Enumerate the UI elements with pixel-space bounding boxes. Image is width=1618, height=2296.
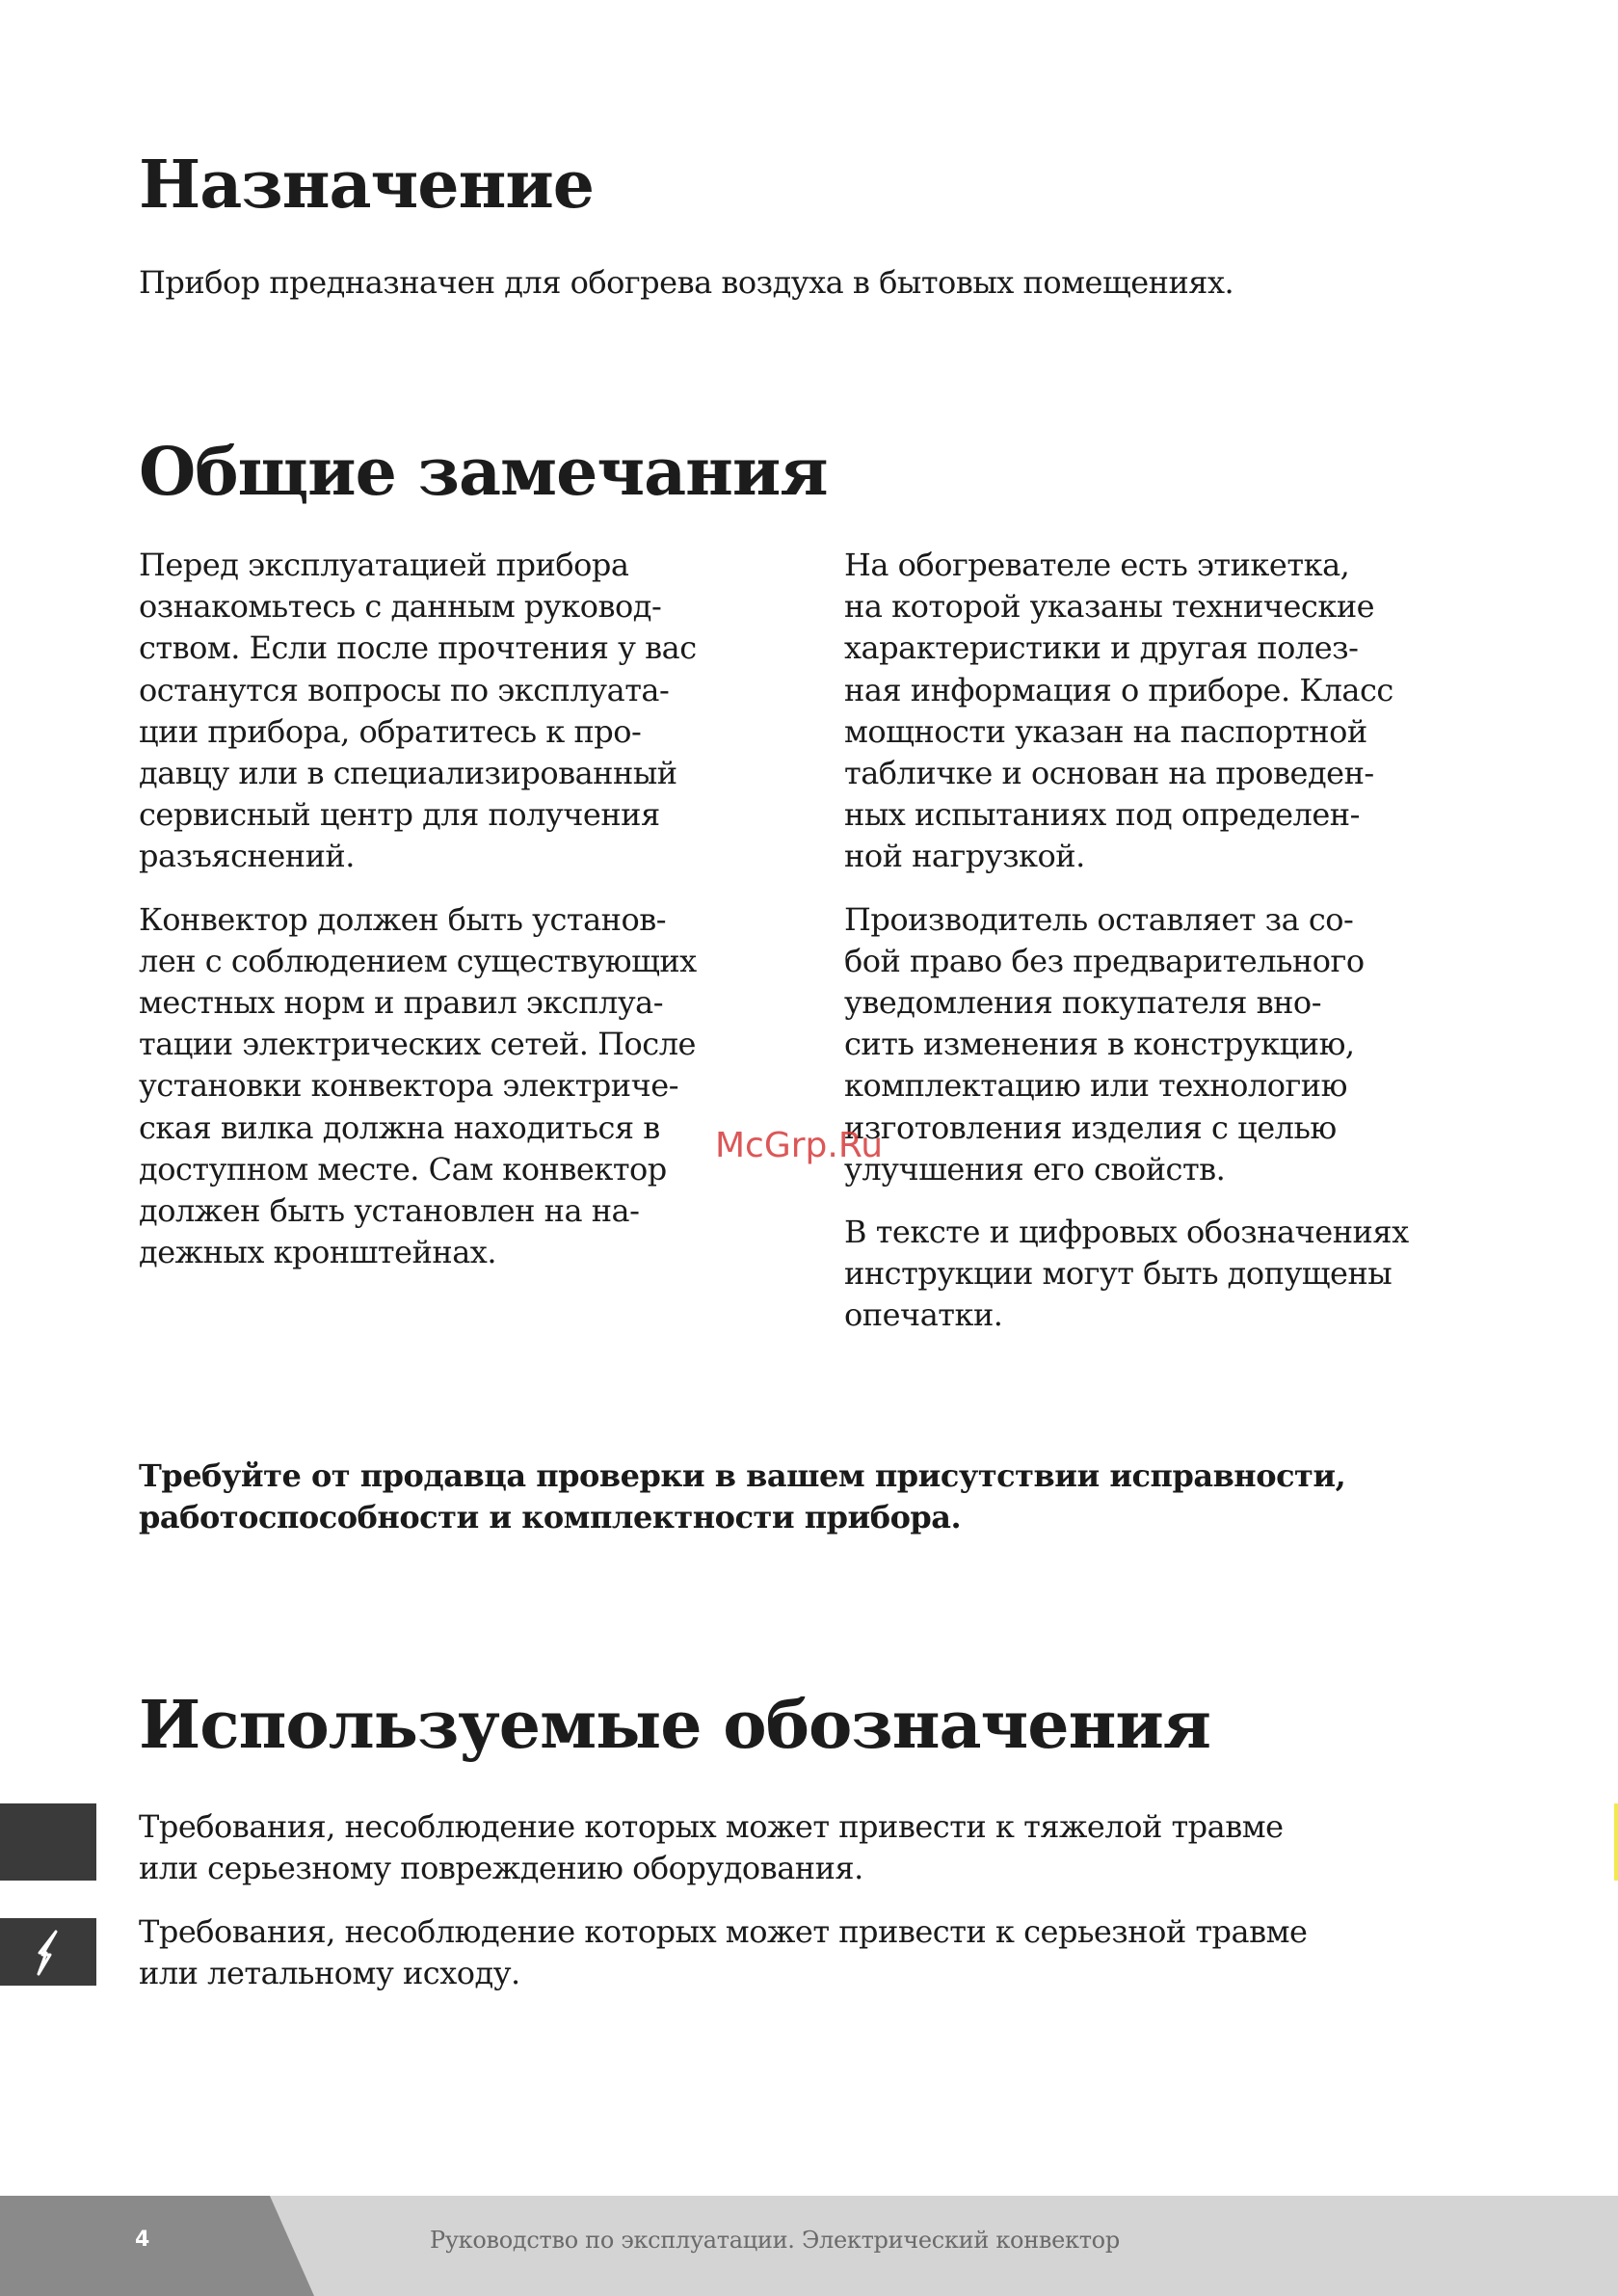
lightning-glyph bbox=[0, 1918, 96, 1986]
left-paragraph-1 bbox=[139, 545, 794, 878]
text-line: работоспособности и комплектности прибора. bbox=[139, 1499, 962, 1535]
text-line: сить изменения в конструкцию, bbox=[844, 1026, 1355, 1063]
text-line: на которой указаны технические bbox=[844, 588, 1375, 626]
text-line: местных норм и правил эксплуа- bbox=[139, 984, 664, 1022]
text-line: или летальному исходу. bbox=[139, 1955, 520, 1991]
text-line: бой право без предварительного bbox=[844, 942, 1365, 979]
text-line: лен с соблюдением существующих bbox=[139, 942, 697, 979]
text-line: В тексте и цифровых обозначениях bbox=[844, 1214, 1409, 1251]
text-line: ная информация о приборе. Класс bbox=[844, 671, 1393, 708]
text-line: улучшения его свойств. bbox=[844, 1150, 1226, 1188]
text-line: комплектацию или технологию bbox=[844, 1067, 1347, 1105]
text-line: Требования, несоблюдение которых может привести к тяжелой травме bbox=[139, 1808, 1284, 1845]
text-line: мощности указан на паспортной bbox=[844, 712, 1367, 750]
text-line: Перед эксплуатацией прибора bbox=[139, 547, 629, 583]
text-line: Конвектор должен быть установ- bbox=[139, 900, 667, 938]
right-paragraph-1 bbox=[844, 545, 1499, 878]
right-paragraph-3 bbox=[844, 1212, 1499, 1337]
text-line: ская вилка должна находиться в bbox=[139, 1108, 660, 1146]
symbols-heading: Используемые обозначения bbox=[139, 1687, 1211, 1764]
purpose-heading: Назначение bbox=[139, 147, 595, 224]
text-line: Производитель оставляет за со- bbox=[844, 900, 1354, 938]
text-line: установки конвектора электриче- bbox=[139, 1067, 678, 1105]
text-line: ции прибора, обратитесь к про- bbox=[139, 712, 642, 750]
text-line: Требования, несоблюдение которых может привести к серьезной травме bbox=[139, 1913, 1308, 1950]
text-line: Требуйте от продавца проверки в вашем присутствии исправности, bbox=[139, 1457, 1346, 1494]
text-line: уведомления покупателя вно- bbox=[844, 984, 1321, 1022]
text-line: ных испытаниях под определен- bbox=[844, 796, 1360, 834]
text-line: или серьезному повреждению оборудования. bbox=[139, 1850, 863, 1886]
warning-block-icon bbox=[0, 1803, 96, 1881]
page-footer bbox=[0, 2196, 1618, 2296]
lightning-icon bbox=[0, 1918, 96, 1986]
text-line: характеристики и другая полез- bbox=[844, 629, 1359, 667]
seller-check-notice bbox=[139, 1455, 1345, 1538]
text-line: На обогревателе есть этикетка, bbox=[844, 547, 1350, 583]
general-notes-heading: Общие замечания bbox=[139, 434, 828, 511]
text-line: ной нагрузкой. bbox=[844, 838, 1085, 875]
text-line: останутся вопросы по эксплуата- bbox=[139, 671, 670, 708]
page-number: 4 bbox=[135, 2228, 150, 2252]
text-line: изготовления изделия с целью bbox=[844, 1108, 1337, 1146]
general-notes-left-column bbox=[139, 545, 794, 1295]
text-line: давцу или в специализированный bbox=[139, 755, 677, 792]
watermark: McGrp.Ru bbox=[715, 1126, 884, 1165]
symbol-description-1 bbox=[139, 1806, 1284, 1889]
text-line: сервисный центр для получения bbox=[139, 796, 660, 834]
text-line: дежных кронштейнах. bbox=[139, 1234, 497, 1271]
general-notes-right-column bbox=[844, 545, 1499, 1358]
footer-tab-shape bbox=[0, 2196, 328, 2296]
text-line: должен быть установлен на на- bbox=[139, 1192, 640, 1230]
left-paragraph-2 bbox=[139, 899, 794, 1274]
symbol-description-2 bbox=[139, 1911, 1307, 1994]
purpose-text: Прибор предназначен для обогрева воздуха в бытовых помещениях. bbox=[139, 264, 1234, 301]
text-line: тации электрических сетей. После bbox=[139, 1026, 696, 1063]
text-line: инструкции могут быть допущены bbox=[844, 1255, 1393, 1293]
text-line: ством. Если после прочтения у вас bbox=[139, 629, 697, 667]
right-paragraph-2 bbox=[844, 899, 1499, 1190]
text-line: табличке и основан на проведен- bbox=[844, 755, 1374, 792]
text-line: доступном месте. Сам конвектор bbox=[139, 1150, 667, 1188]
text-line: опечатки. bbox=[844, 1296, 1003, 1334]
footer-document-title: Руководство по эксплуатации. Электрический конвектор bbox=[430, 2227, 1120, 2254]
text-line: ознакомьтесь с данным руковод- bbox=[139, 588, 662, 626]
edge-accent-mark bbox=[1614, 1803, 1618, 1881]
text-line: разъяснений. bbox=[139, 838, 355, 875]
